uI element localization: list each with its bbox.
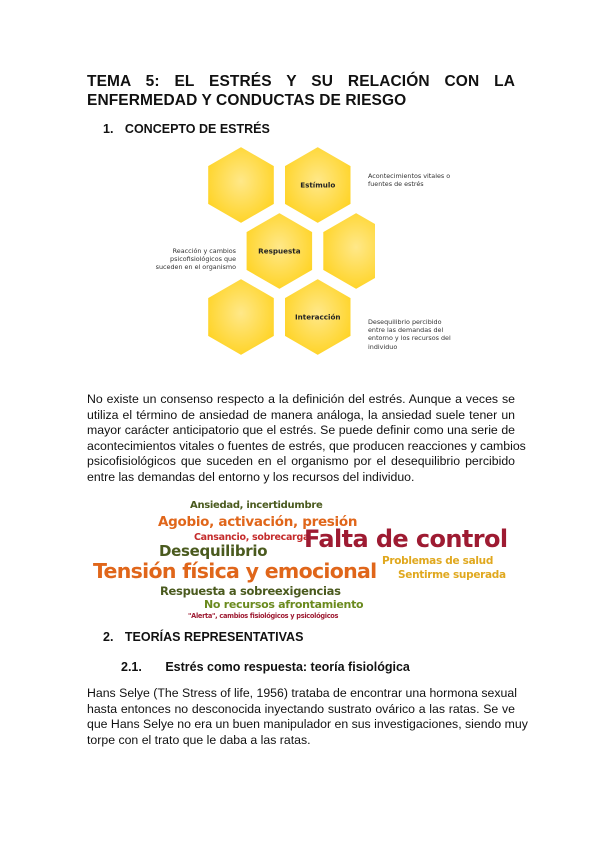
word-cloud-term: Respuesta a sobreexigencias	[160, 584, 341, 598]
paragraph-line: No existe un consenso respecto a la definición del estrés. Aunque a veces se	[87, 392, 515, 406]
word-cloud-term: Falta de control	[304, 525, 508, 553]
note-estimulo-line: Acontecimientos vitales o	[368, 172, 451, 180]
paragraph-line: mayor carácter anticipatorio que el estrés. Se puede definir como una serie de	[87, 423, 515, 438]
section-1-label: CONCEPTO DE ESTRÉS	[124, 122, 270, 136]
note-interaccion-line: Desequilibrio percibido	[368, 318, 442, 326]
hexagon-label: Interacción	[294, 312, 341, 322]
note-respuesta-line: Reacción y cambios	[172, 247, 236, 255]
paragraph-line: acontecimientos vitales o fuentes de estrés, que producen reacciones y cambios	[87, 438, 526, 453]
paragraph-line: Hans Selye (The Stress of life, 1956) trataba de encontrar una hormona sexual	[87, 686, 517, 700]
hexagon-cell	[207, 278, 275, 356]
section-2-number: 2.	[103, 630, 114, 644]
word-cloud-term: No recursos afrontamiento	[204, 598, 364, 611]
paragraph-line: psicofisiológicos que suceden en el organismo por el desequilibrio percibido	[87, 454, 515, 469]
hexagon-cell	[207, 146, 275, 224]
note-respuesta-line: psicofisiológicos que	[170, 255, 236, 264]
paragraph-selye	[87, 686, 528, 748]
section-1-number: 1.	[103, 122, 114, 136]
section-2-label: TEORÍAS REPRESENTATIVAS	[124, 630, 304, 644]
word-cloud-term: Cansancio, sobrecarga	[194, 532, 310, 543]
hexagon-label: Respuesta	[258, 246, 301, 256]
title-line-1: TEMA 5: EL ESTRÉS Y SU RELACIÓN CON LA	[87, 73, 515, 90]
note-estimulo-line: fuentes de estrés	[368, 180, 424, 189]
word-cloud-term: Ansiedad, incertidumbre	[190, 500, 323, 511]
section-2-1-heading	[121, 660, 410, 674]
stress-word-cloud	[90, 498, 510, 626]
paragraph-line: hasta entonces no desconocida inyectando sustrato ovárico a las ratas. Se ve	[87, 701, 515, 716]
title-line-2: ENFERMEDAD Y CONDUCTAS DE RIESGO	[87, 92, 407, 109]
word-cloud-term: "Alerta", cambios fisiológicos y psicológicos	[188, 612, 339, 620]
section-2-heading	[103, 630, 303, 644]
paragraph-definition	[87, 392, 526, 486]
word-cloud-term: Sentirme superada	[398, 569, 506, 581]
note-respuesta-line: suceden en el organismo	[155, 263, 236, 272]
paragraph-line: que Hans Selye no era un buen manipulador en sus investigaciones, siendo muy	[87, 717, 528, 732]
word-cloud-term: Desequilibrio	[159, 542, 268, 560]
paragraph-line: torpe con el trato que le daba a las ratas.	[87, 732, 311, 747]
note-interaccion	[368, 318, 451, 351]
note-estimulo	[368, 172, 450, 188]
page-title	[87, 72, 515, 110]
note-interaccion-line: entorno y los recursos del	[368, 334, 451, 343]
word-cloud-term: Agobio, activación, presión	[158, 514, 358, 530]
note-respuesta	[148, 247, 236, 272]
word-cloud-term: Tensión física y emocional	[93, 559, 377, 583]
section-2-1-number: 2.1.	[121, 660, 142, 674]
hexagon-cell	[322, 212, 375, 290]
section-1-heading	[103, 122, 270, 136]
paragraph-line: utiliza el término de ansiedad de manera análoga, la ansiedad suele tener un	[87, 407, 515, 422]
hexagon-label: Estímulo	[300, 180, 336, 190]
paragraph-line: entre las demandas del entorno y los recursos del individuo.	[87, 469, 415, 484]
note-interaccion-line: individuo	[368, 342, 398, 351]
note-interaccion-line: entre las demandas del	[368, 326, 444, 335]
word-cloud-term: Problemas de salud	[382, 555, 494, 567]
section-2-1-label: Estrés como respuesta: teoría fisiológica	[165, 660, 410, 674]
